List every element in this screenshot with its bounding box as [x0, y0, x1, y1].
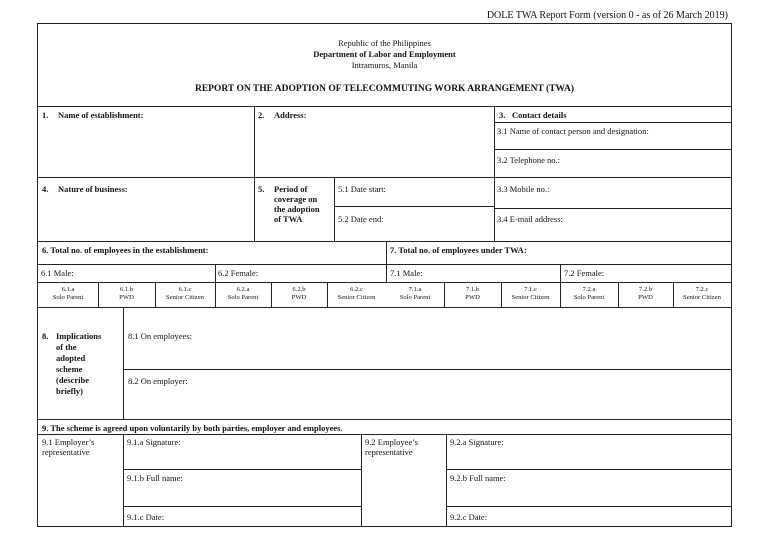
subcat-code: 6.2.a	[236, 286, 250, 293]
rule	[386, 241, 387, 282]
employee-rep-label-line1: 9.2 Employee’s	[365, 437, 418, 447]
employee-rep-label-line2: representative	[365, 447, 413, 457]
s2-number: 2.	[258, 110, 265, 120]
rule	[38, 177, 731, 178]
rule	[494, 149, 731, 150]
rule	[123, 434, 124, 527]
rule	[334, 177, 335, 241]
s8-label-line6: briefly)	[56, 386, 83, 396]
s8-label-line2: of the	[56, 342, 77, 352]
rule	[494, 122, 731, 123]
rule	[361, 434, 362, 527]
subcat-desc: PWD	[119, 294, 134, 301]
s8-number: 8.	[42, 331, 49, 341]
rule	[38, 106, 731, 107]
field-telephone[interactable]: 3.2 Telephone no.:	[497, 155, 560, 165]
s5-number: 5.	[258, 184, 265, 194]
s5-label-line3: the adoption	[274, 204, 320, 214]
employer-rep-label-line2: representative	[42, 447, 90, 457]
subcat-cell[interactable]	[560, 286, 618, 302]
rule	[254, 106, 255, 241]
rule	[494, 106, 495, 241]
subcat-cell[interactable]	[327, 286, 386, 302]
rule	[446, 469, 731, 470]
subcat-code: 6.2.c	[350, 286, 363, 293]
form-title: REPORT ON THE ADOPTION OF TELECOMMUTING WORK ARRANGEMENT (TWA)	[194, 84, 574, 94]
field-employer-signature[interactable]: 9.1.a Signature:	[127, 437, 181, 447]
field-employee-fullname[interactable]: 9.2.b Full name:	[450, 473, 506, 483]
rule	[38, 241, 731, 242]
s2-label: Address:	[274, 110, 307, 120]
subcat-code: 6.2.b	[292, 286, 306, 293]
rule	[123, 469, 361, 470]
s5-label-line4: of TWA	[274, 214, 303, 224]
s3-label: Contact details	[512, 110, 567, 120]
field-impact-employees[interactable]: 8.1 On employees:	[128, 331, 192, 341]
subcat-cell[interactable]	[618, 286, 673, 302]
rule	[446, 434, 447, 527]
subcat-cell[interactable]	[155, 286, 215, 302]
field-total-female[interactable]: 6.2 Female:	[218, 268, 259, 278]
s5-label-line1: Period of	[274, 184, 308, 194]
subcat-code: 6.1.c	[178, 286, 192, 293]
rule	[123, 506, 361, 507]
subcat-code: 7.2.a	[582, 286, 596, 293]
subcat-cell[interactable]	[271, 286, 327, 302]
subcat-code: 7.2.c	[695, 286, 709, 293]
rule	[38, 264, 731, 265]
s8-label-line3: adopted	[56, 353, 86, 363]
field-employee-date[interactable]: 9.2.c Date:	[450, 512, 488, 522]
s1-number: 1.	[42, 110, 49, 120]
s8-label-line4: scheme	[56, 364, 83, 374]
subcat-desc: PWD	[465, 294, 480, 301]
subcat-desc: Senior Citizen	[683, 294, 721, 301]
field-mobile[interactable]: 3.3 Mobile no.:	[497, 184, 550, 194]
subcat-code: 7.1.b	[465, 286, 480, 293]
subcat-cell[interactable]	[215, 286, 271, 302]
field-date-end[interactable]: 5.2 Date end:	[338, 214, 384, 224]
field-employer-date[interactable]: 9.1.c Date:	[127, 512, 165, 522]
subcat-code: 6.1.b	[119, 286, 134, 293]
field-date-start[interactable]: 5.1 Date start:	[338, 184, 386, 194]
field-twa-female[interactable]: 7.2 Female:	[564, 268, 605, 278]
subcat-desc: PWD	[638, 294, 653, 301]
rule	[38, 282, 731, 283]
rule	[494, 208, 731, 209]
header-department: Department of Labor and Employment	[313, 49, 456, 59]
rule	[334, 206, 494, 207]
rule	[38, 307, 731, 308]
subcat-desc: PWD	[291, 294, 307, 301]
s8-label-line5: (describe	[56, 375, 90, 385]
subcat-cell[interactable]	[38, 286, 98, 302]
subcat-desc: Solo Parent	[573, 294, 605, 301]
s3-number: 3.	[499, 110, 506, 120]
subcat-code: 7.1.c	[524, 286, 537, 293]
header-republic: Republic of the Philippines	[338, 38, 431, 48]
field-total-male[interactable]: 6.1 Male:	[41, 268, 74, 278]
s6-label: 6. Total no. of employees in the establishment:	[42, 245, 209, 255]
subcat-code: 6.1.a	[61, 286, 75, 293]
employer-rep-label-line1: 9.1 Employer’s	[42, 437, 95, 447]
subcat-desc: Senior Citizen	[511, 294, 550, 301]
field-contact-person[interactable]: 3.1 Name of contact person and designation:	[497, 126, 649, 136]
s5-label-line2: coverage on	[274, 194, 318, 204]
subcat-desc: Solo Parent	[399, 294, 431, 301]
rule	[123, 307, 124, 419]
header-location: Intramuros, Manila	[351, 60, 418, 70]
field-email[interactable]: 3.4 E-mail address:	[497, 214, 563, 224]
field-employee-signature[interactable]: 9.2.a Signature:	[450, 437, 504, 447]
subcat-cell[interactable]	[444, 286, 501, 302]
rule	[123, 369, 731, 370]
s4-number: 4.	[42, 184, 49, 194]
field-impact-employer[interactable]: 8.2 On employer:	[128, 376, 188, 386]
subcat-desc: Senior Citizen	[337, 294, 376, 301]
subcat-desc: Solo Parent	[52, 294, 84, 301]
twa-report-form	[37, 23, 732, 527]
s4-label: Nature of business:	[58, 184, 128, 194]
subcat-code: 7.1.a	[408, 286, 422, 293]
subcat-desc: Senior Citizen	[166, 294, 204, 301]
subcat-cell[interactable]	[386, 286, 444, 302]
s7-label: 7. Total no. of employees under TWA:	[390, 245, 527, 255]
rule	[38, 434, 731, 435]
subcat-cell[interactable]	[673, 286, 731, 302]
subcat-desc: Solo Parent	[227, 294, 259, 301]
subcat-code: 7.2.b	[638, 286, 653, 293]
s9-label: 9. The scheme is agreed upon voluntarily by both parties, employer and employees.	[42, 423, 343, 433]
field-employer-fullname[interactable]: 9.1.b Full name:	[127, 473, 183, 483]
rule	[446, 506, 731, 507]
rule	[38, 419, 731, 420]
field-twa-male[interactable]: 7.1 Male:	[390, 268, 423, 278]
s1-label: Name of establishment:	[58, 110, 144, 120]
s8-label-line1: Implications	[56, 331, 102, 341]
subcat-cell[interactable]	[98, 286, 155, 302]
subcat-cell[interactable]	[501, 286, 560, 302]
form-version-label: DOLE TWA Report Form (version 0 - as of 26 March 2019)	[486, 10, 728, 21]
